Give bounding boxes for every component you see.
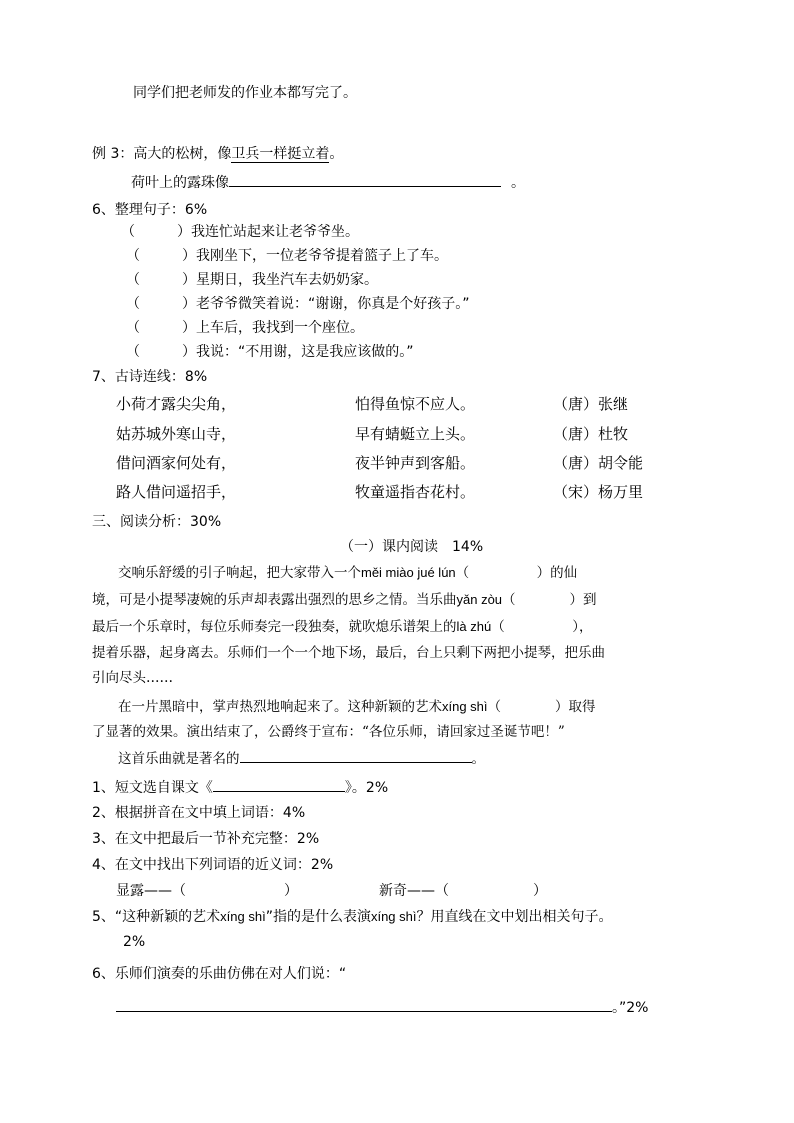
question-6: 6、乐师们演奏的乐曲仿佛在对人们说：“ xyxy=(92,966,347,982)
question-text: 5、“这种新颖的艺术 xyxy=(92,909,221,925)
passage-line xyxy=(118,697,596,717)
answer-blank[interactable]: （ ）， xyxy=(491,619,593,635)
reorder-item: （ ）星期日，我坐汽车去奶奶家。 xyxy=(126,272,378,288)
passage-line: 了显著的效果。演出结束了，公爵终于宣布：“各位乐师，请回家过圣诞节吧！” xyxy=(92,724,565,740)
pinyin: là zhú xyxy=(456,619,492,634)
answer-blank[interactable]: （ ）取得 xyxy=(487,699,596,715)
lotus-answer-blank[interactable] xyxy=(229,172,501,187)
poem-line-col1[interactable]: 姑苏城外寒山寺， xyxy=(116,425,237,443)
pinyin: xíng shì xyxy=(370,909,417,924)
question-text: 。”2% xyxy=(612,1000,649,1016)
question-2: 2、根据拼音在文中填上词语：4% xyxy=(92,805,306,821)
poem-line-col2[interactable]: 早有蜻蜓立上头。 xyxy=(355,425,476,443)
example-3-underlined: 卫兵一样挺立着 xyxy=(231,146,330,162)
example-3-suffix: 。 xyxy=(329,146,344,162)
poem-line-col2[interactable]: 怕得鱼惊不应人。 xyxy=(355,395,476,413)
reorder-item: （ ）我连忙站起来让老爷爷坐。 xyxy=(121,224,359,240)
question-text: 1、短文选自课文《 xyxy=(92,780,213,796)
quote-answer-blank[interactable] xyxy=(116,997,612,1012)
question-6-answer-line xyxy=(116,997,648,1018)
poem-author[interactable]: （唐）杜牧 xyxy=(553,425,629,443)
poem-line-col1[interactable]: 借问酒家何处有， xyxy=(116,454,237,472)
question-text: 》。2% xyxy=(344,780,389,796)
section-6-title: 6、整理句子：6% xyxy=(92,202,208,218)
passage-line xyxy=(118,749,485,769)
reorder-item: （ ）我刚坐下，一位老爷爷提着篮子上了车。 xyxy=(126,248,448,264)
passage-text: 这首乐曲就是著名的 xyxy=(118,751,240,767)
passage-text: 。 xyxy=(471,751,485,767)
question-5-score: 2% xyxy=(123,934,146,950)
poem-author[interactable]: （唐）胡令能 xyxy=(553,454,644,472)
lotus-fill-blank xyxy=(131,172,525,193)
passage-line: 引向尽头…… xyxy=(92,670,173,686)
example-sentence: 同学们把老师发的作业本都写完了。 xyxy=(133,85,357,101)
lotus-prefix: 荷叶上的露珠像 xyxy=(131,175,229,191)
poem-line-col2[interactable]: 牧童遥指杏花村。 xyxy=(355,483,476,501)
question-4: 4、在文中找出下列词语的近义词：2% xyxy=(92,857,334,873)
question-text: ？用直线在文中划出相关句子。 xyxy=(416,909,613,925)
answer-blank[interactable]: （ ）的仙 xyxy=(455,565,578,581)
passage-text: 境，可是小提琴凄婉的乐声却表露出强烈的思乡之情。当乐曲 xyxy=(92,592,457,608)
poem-line-col2[interactable]: 夜半钟声到客船。 xyxy=(355,454,476,472)
question-5 xyxy=(92,907,613,927)
section-reading-title: 三、阅读分析：30% xyxy=(92,514,222,530)
reading-subtitle: （一）课内阅读 14% xyxy=(340,539,484,555)
poem-author[interactable]: （宋）杨万里 xyxy=(553,483,644,501)
poem-line-col1[interactable]: 路人借问遥招手， xyxy=(116,483,237,501)
lotus-suffix: 。 xyxy=(511,175,525,191)
passage-line xyxy=(92,617,592,637)
passage-line xyxy=(118,563,577,583)
question-3: 3、在文中把最后一节补充完整：2% xyxy=(92,831,320,847)
synonym-blank-1[interactable]: 显露——（ ） xyxy=(116,883,298,899)
lesson-title-blank[interactable] xyxy=(213,777,345,792)
pinyin: yǎn zòu xyxy=(456,592,503,607)
example-3-prefix: 例 3：高大的松树，像 xyxy=(92,146,232,162)
section-7-title: 7、古诗连线：8% xyxy=(92,369,208,385)
pinyin: měi miào jué lún xyxy=(361,565,456,580)
passage-line: 提着乐器，起身离去。乐师们一个一个地下场，最后，台上只剩下两把小提琴，把乐曲 xyxy=(92,645,605,661)
reorder-item: （ ）老爷爷微笑着说：“谢谢，你真是个好孩子。” xyxy=(126,296,470,312)
reorder-item: （ ）上车后，我找到一个座位。 xyxy=(126,320,364,336)
question-text: ”指的是什么表演 xyxy=(265,909,371,925)
synonym-blank-2[interactable]: 新奇——（ ） xyxy=(379,883,547,899)
passage-text: 最后一个乐章时，每位乐师奏完一段独奏，就吹熄乐谱架上的 xyxy=(92,619,457,635)
passage-text: 交响乐舒缓的引子响起，把大家带入一个 xyxy=(118,565,361,581)
question-1 xyxy=(92,777,388,798)
answer-blank[interactable]: （ ）到 xyxy=(502,592,597,608)
passage-line xyxy=(92,590,597,610)
pinyin: xíng shì xyxy=(442,699,488,714)
poem-author[interactable]: （唐）张继 xyxy=(553,395,629,413)
poem-line-col1[interactable]: 小荷才露尖尖角， xyxy=(116,395,237,413)
passage-text: 在一片黑暗中，掌声热烈地响起来了。这种新颖的艺术 xyxy=(118,699,442,715)
pinyin: xíng shì xyxy=(220,909,266,924)
reorder-item: （ ）我说：“不用谢，这是我应该做的。” xyxy=(126,344,414,360)
example-3 xyxy=(92,144,343,164)
song-title-blank[interactable] xyxy=(240,750,472,763)
